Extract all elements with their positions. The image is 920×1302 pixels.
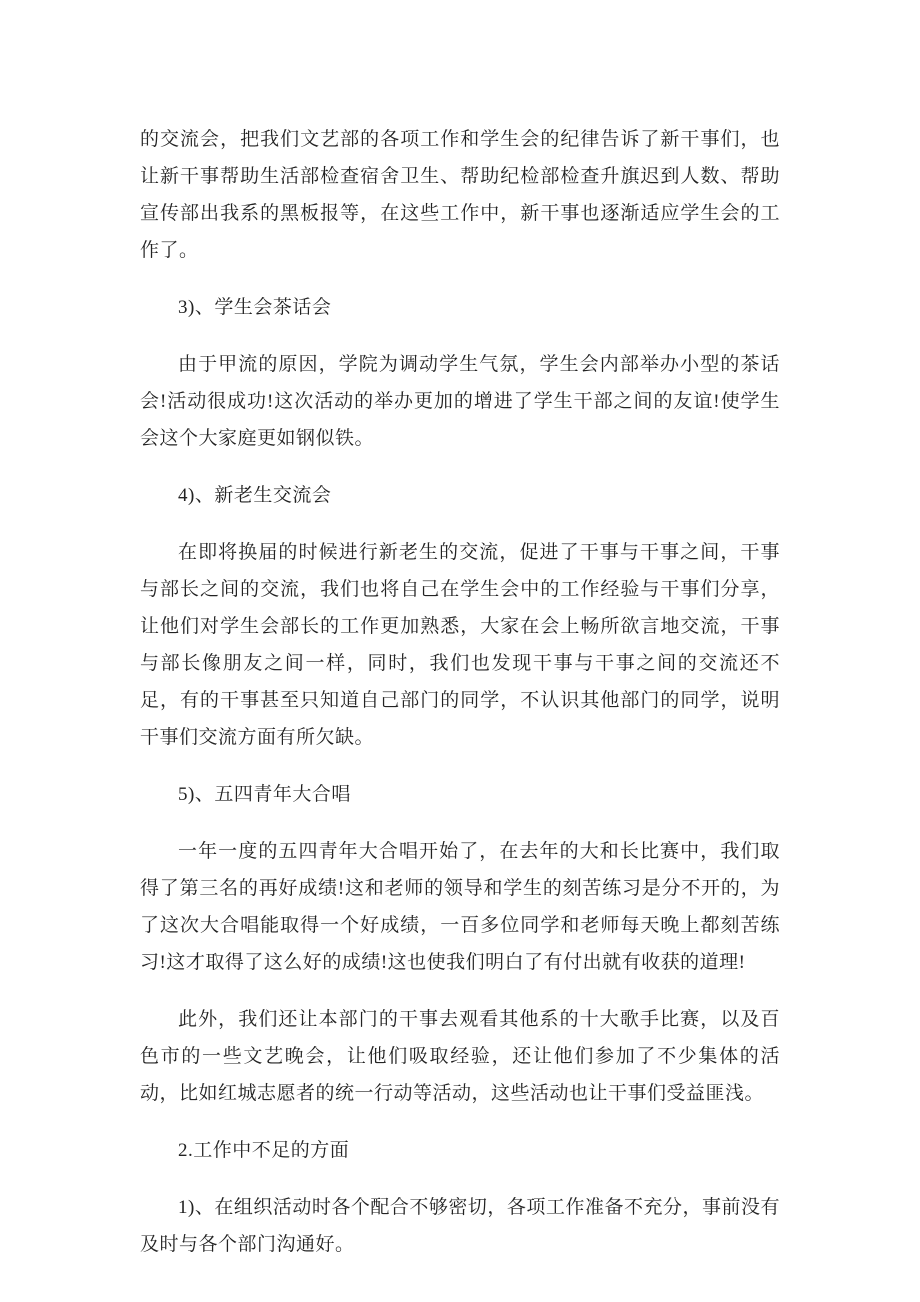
paragraph-tea-party: 由于甲流的原因，学院为调动学生气氛，学生会内部举办小型的茶话会!活动很成功!这次活动的举办更加的增进了学生干部之间的友谊!使学生会这个大家庭更如钢似铁。 xyxy=(140,354,780,449)
paragraph-freshman-senior-exchange: 在即将换届的时候进行新老生的交流，促进了干事与干事之间，干事与部长之间的交流，我们也将自己在学生会中的工作经验与干事们分享，让他们对学生会部长的工作更加熟悉，大家在会上畅所欲言地交流，干事与部长像朋友之间一样，同时，我们也发现干事与干事之间的交流还不足，有的干事甚至只知道自己部门的同学，不认识其他部门的同学，说明干事们交流方面有所欠缺。 xyxy=(140,542,780,748)
paragraph-may-fourth-chorus: 一年一度的五四青年大合唱开始了，在去年的大和长比赛中，我们取得了第三名的再好成绩!这和老师的领导和学生的刻苦练习是分不开的，为了这次大合唱能取得一个好成绩，一百多位同学和老师每天晚上都刻苦练习!这才取得了这么好的成绩!这也使我们明白了有付出就有收获的道理! xyxy=(140,841,780,973)
paragraph-shortcoming-1: 1)、在组织活动时各个配合不够密切，各项工作准备不充分，事前没有及时与各个部门沟通好。 xyxy=(140,1197,780,1255)
heading-tea-party: 3)、学生会茶话会 xyxy=(178,297,332,318)
heading-freshman-senior-exchange: 4)、新老生交流会 xyxy=(178,485,332,506)
paragraph-communication-meeting-continued: 的交流会，把我们文艺部的各项工作和学生会的纪律告诉了新干事们，也让新干事帮助生活部检查宿舍卫生、帮助纪检部检查升旗迟到人数、帮助宣传部出我系的黑板报等，在这些工作中，新干事也逐渐适应学生会的工作了。 xyxy=(140,129,780,261)
paragraph-other-activities: 此外，我们还让本部门的干事去观看其他系的十大歌手比赛，以及百色市的一些文艺晚会，让他们吸取经验，还让他们参加了不少集体的活动，比如红城志愿者的统一行动等活动，这些活动也让干事们受益匪浅。 xyxy=(140,1009,780,1104)
heading-may-fourth-chorus: 5)、五四青年大合唱 xyxy=(178,784,351,805)
heading-work-shortcomings: 2.工作中不足的方面 xyxy=(178,1140,350,1161)
